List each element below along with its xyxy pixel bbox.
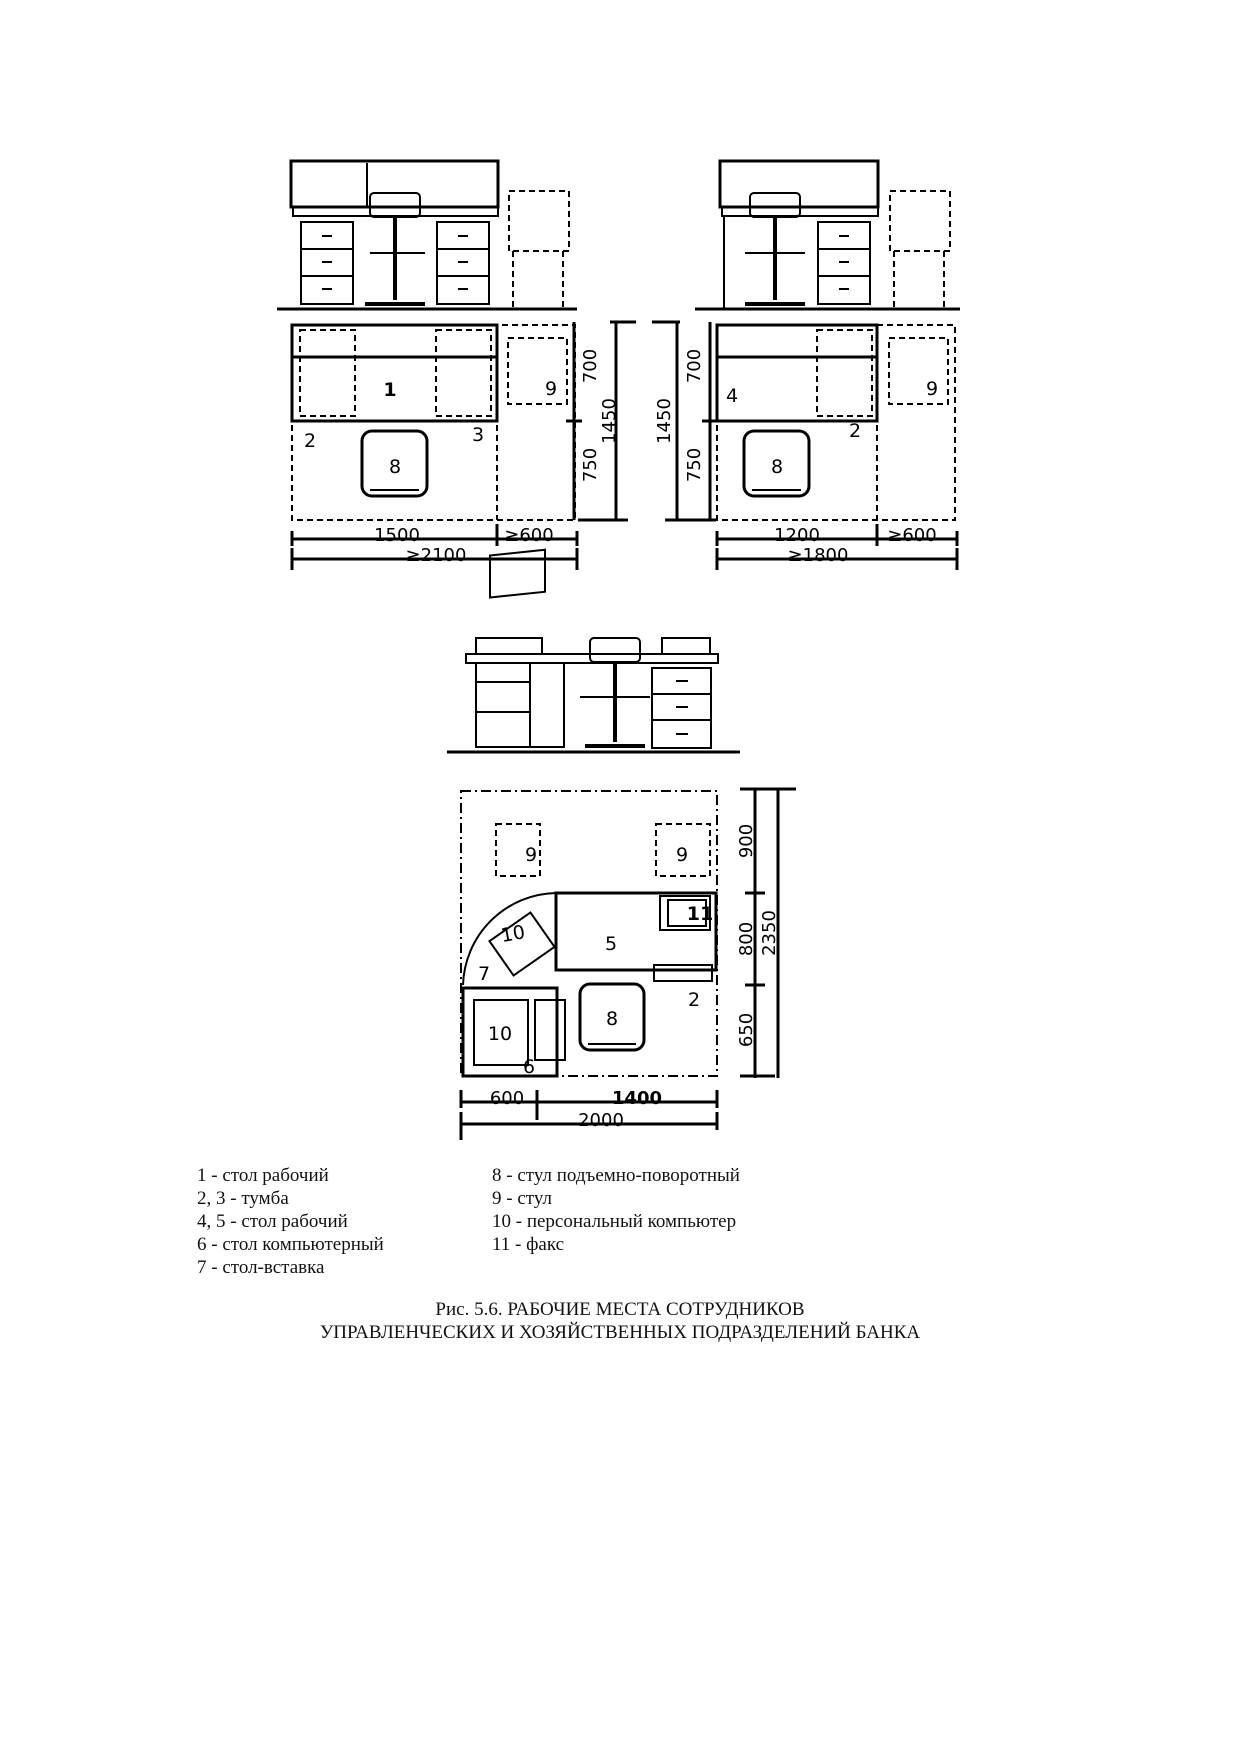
- label-cabinet-2: 2: [303, 430, 317, 452]
- dim-depth-total: 1450: [654, 398, 675, 444]
- caption-line-2: УПРАВЛЕНЧЕСКИХ И ХОЗЯЙСТВЕННЫХ ПОДРАЗДЕЛЕНИЙ БАНКА: [319, 1322, 921, 1343]
- label-chair-8: 8: [605, 1008, 619, 1030]
- dim-depth-top: 900: [736, 823, 757, 859]
- legend-item: 2, 3 - тумба: [197, 1188, 289, 1209]
- dim-depth-chair: 750: [684, 447, 705, 483]
- legend-left: [197, 1164, 384, 1279]
- label-chair-9-b: 9: [675, 844, 689, 866]
- dim-depth-total: 1450: [599, 398, 620, 444]
- dim-depth-desk: 700: [684, 348, 705, 384]
- cabinet-2-outline: [300, 330, 355, 416]
- label-chair-9: 9: [544, 378, 558, 400]
- side-chair-elevation: [890, 191, 950, 309]
- cabinet: [652, 668, 711, 748]
- dim-depth-total: 2350: [759, 910, 780, 956]
- label-chair-9: 9: [925, 378, 939, 400]
- swivel-chair-elevation: [745, 193, 805, 304]
- dim-width-total: ≥2100: [405, 545, 467, 566]
- label-fax-11: 11: [686, 903, 714, 925]
- desk-1: [292, 325, 497, 421]
- dim-depth-desk: 700: [580, 348, 601, 384]
- dim-width-total: ≥1800: [787, 545, 849, 566]
- dim-depth-bottom: 650: [736, 1012, 757, 1048]
- label-comp-desk-6: 6: [522, 1056, 536, 1078]
- elevation-1: [277, 161, 577, 309]
- elevation-2: [695, 161, 960, 309]
- computer-desk: [476, 663, 564, 747]
- dim-width-desk: 1200: [774, 525, 820, 546]
- label-insert-7: 7: [477, 963, 491, 985]
- figure-caption: [0, 1298, 1240, 1344]
- dim-depth-mid: 800: [736, 921, 757, 957]
- dim-width-side: ≥600: [504, 525, 554, 546]
- plan-2-labels: [654, 349, 938, 566]
- fax-elevation: [662, 638, 710, 654]
- hutch: [291, 161, 498, 207]
- label-desk-1: 1: [383, 379, 397, 401]
- cabinet-right: [437, 222, 489, 304]
- legend-item: 4, 5 - стол рабочий: [197, 1211, 348, 1232]
- monitor-elevation: [476, 550, 545, 654]
- legend-right: [492, 1164, 740, 1256]
- caption-line-1: Рис. 5.6. РАБОЧИЕ МЕСТА СОТРУДНИКОВ: [435, 1299, 805, 1320]
- cabinet-3-outline: [436, 330, 491, 416]
- cabinet: [818, 222, 870, 304]
- legend-item: 1 - стол рабочий: [197, 1165, 329, 1186]
- dim-width-right: 1400: [611, 1088, 663, 1109]
- label-chair-9-a: 9: [524, 844, 538, 866]
- dim-width-left: 600: [489, 1088, 525, 1109]
- plan-3-labels: [478, 824, 780, 1131]
- label-pc-10: 10: [487, 1023, 513, 1045]
- swivel-chair-elevation: [365, 193, 425, 304]
- dim-width-total: 2000: [578, 1110, 624, 1131]
- elevation-3: [447, 550, 740, 752]
- cabinet-2-outline: [654, 965, 712, 981]
- label-cabinet-3: 3: [471, 424, 485, 446]
- legend-item: 11 - факс: [492, 1234, 565, 1255]
- dim-width-desk: 1500: [374, 525, 420, 546]
- label-chair-8: 8: [388, 456, 402, 478]
- legend-item: 6 - стол компьютерный: [197, 1234, 384, 1255]
- cabinet-left: [301, 222, 353, 304]
- legend-item: 7 - стол-вставка: [197, 1257, 325, 1278]
- desk-4: [717, 325, 877, 421]
- cabinet-2-outline: [817, 330, 872, 416]
- side-chair-elevation: [509, 191, 569, 309]
- label-pc-10-angled: 10: [499, 921, 527, 948]
- label-cabinet-2: 2: [687, 989, 701, 1011]
- side-chair-9: [508, 338, 567, 404]
- label-desk-5: 5: [604, 933, 618, 955]
- side-chair-9: [889, 338, 948, 404]
- label-cabinet-2: 2: [848, 420, 862, 442]
- pc-keyboard: [535, 1000, 565, 1060]
- dim-depth-chair: 750: [580, 447, 601, 483]
- legend-item: 8 - стул подъемно-поворотный: [492, 1165, 740, 1186]
- legend-item: 10 - персональный компьютер: [492, 1211, 737, 1232]
- label-chair-8: 8: [770, 456, 784, 478]
- legend-item: 9 - стул: [492, 1188, 552, 1209]
- dim-width-side: ≥600: [887, 525, 937, 546]
- label-desk-4: 4: [725, 385, 739, 407]
